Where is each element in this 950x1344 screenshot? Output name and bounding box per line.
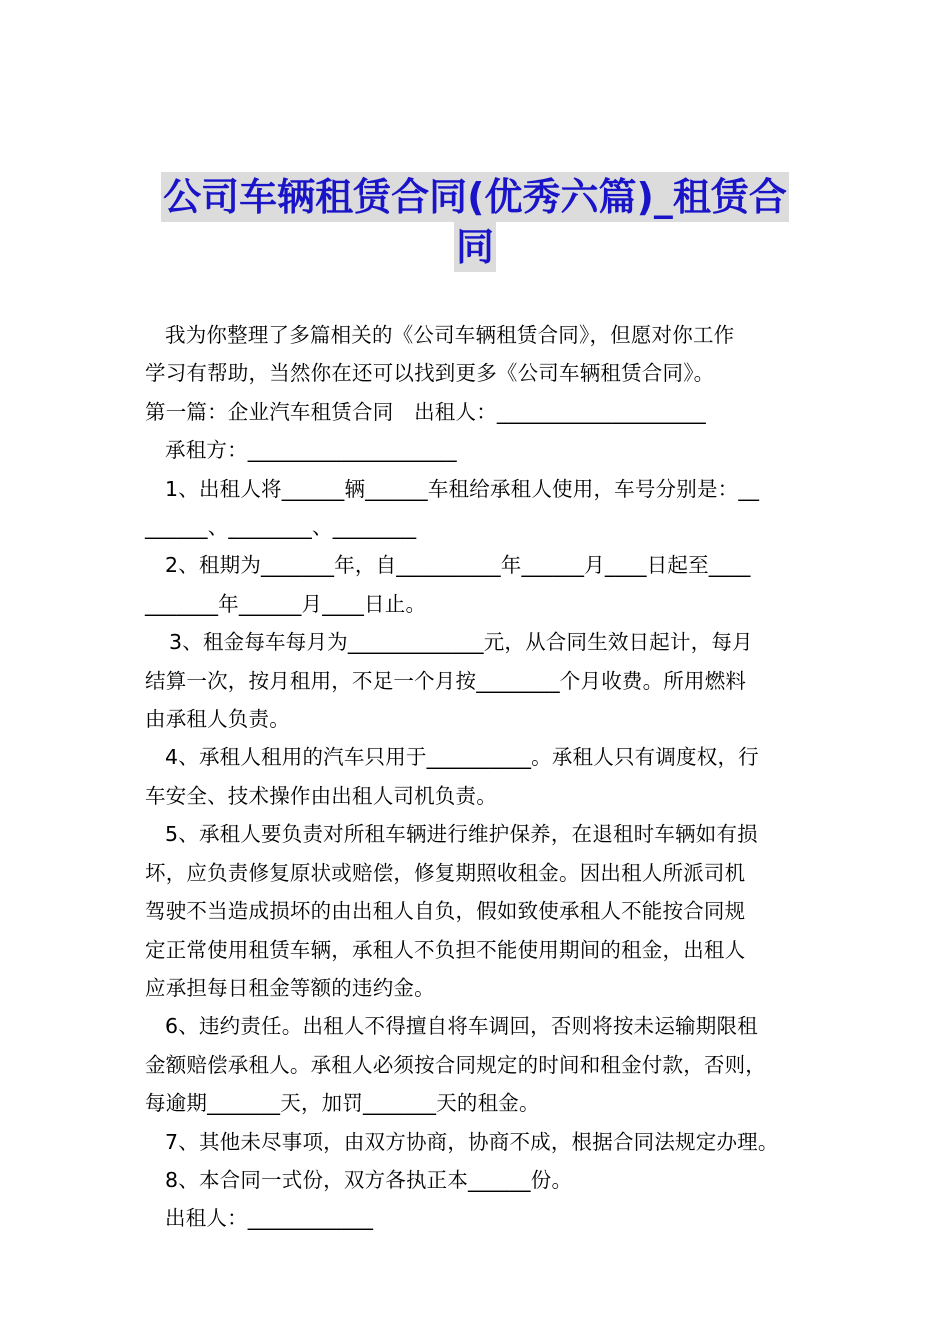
lessee-line: 承租方：____________________ [165, 438, 457, 463]
section-heading: 第一篇：企业汽车租赁合同 出租人：____________________ [145, 399, 706, 424]
clause-1-line-1: 1、出租人将______辆______车租给承租人使用，车号分别是：__ [165, 476, 760, 501]
clause-5-line-3: 驾驶不当造成损坏的由出租人自负，假如致使承租人不能按合同规 [145, 899, 746, 924]
clause-1-line-2: ______、________、________ [145, 515, 417, 540]
lessor-signature-line: 出租人：____________ [165, 1206, 374, 1231]
document-body [145, 316, 810, 1238]
clause-5-line-5: 应承担每日租金等额的违约金。 [145, 975, 435, 1000]
clause-6-line-1: 6、违约责任。出租人不得擅自将车调回，否则将按未运输期限租 [165, 1014, 758, 1039]
intro-line-1: 我为你整理了多篇相关的《公司车辆租赁合同》，但愿对你工作 [165, 323, 735, 347]
title-line-1: 公司车辆租赁合同(优秀六篇)_租赁合 [161, 172, 789, 222]
clause-5-line-4: 定正常使用租赁车辆，承租人不负担不能使用期间的租金，出租人 [145, 937, 746, 962]
title-line-2: 同 [454, 222, 496, 272]
clause-6-line-3: 每逾期_______天，加罚_______天的租金。 [145, 1091, 540, 1116]
clause-5-line-2: 坏，应负责修复原状或赔偿，修复期照收租金。因出租人所派司机 [145, 860, 746, 885]
document-title [150, 172, 800, 272]
clause-5-line-1: 5、承租人要负责对所租车辆进行维护保养，在退租时车辆如有损 [165, 822, 758, 847]
clause-7-line-1: 7、其他未尽事项，由双方协商，协商不成，根据合同法规定办理。 [165, 1129, 779, 1154]
clause-3-line-1: 3、租金每车每月为_____________元，从合同生效日起计，每月 [169, 630, 753, 655]
intro-line-2: 学习有帮助，当然你在还可以找到更多《公司车辆租赁合同》。 [145, 361, 715, 386]
clause-3-line-3: 由承租人负责。 [145, 707, 290, 732]
clause-2-line-2: _______年______月____日止。 [145, 591, 427, 616]
clause-4-line-2: 车安全、技术操作由出租人司机负责。 [145, 783, 497, 808]
clause-2-line-1: 2、租期为_______年，自__________年______月____日起至____ [165, 553, 751, 578]
clause-4-line-1: 4、承租人租用的汽车只用于__________。承租人只有调度权，行 [165, 745, 759, 770]
clause-6-line-2: 金额赔偿承租人。承租人必须按合同规定的时间和租金付款，否则， [145, 1052, 766, 1077]
clause-8-line-1: 8、本合同一式份，双方各执正本______份。 [165, 1167, 573, 1192]
clause-3-line-2: 结算一次，按月租用，不足一个月按________个月收费。所用燃料 [145, 668, 747, 693]
